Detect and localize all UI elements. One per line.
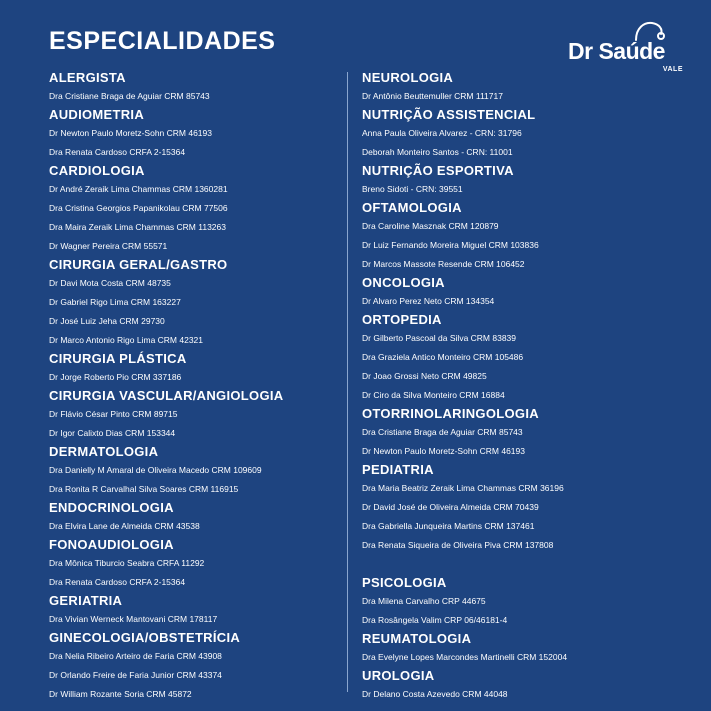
specialty-heading: OTORRINOLARINGOLOGIA bbox=[362, 406, 539, 421]
doctor-entry: Dr Luiz Fernando Moreira Miguel CRM 103836 bbox=[362, 240, 539, 250]
doctor-entry: Dr Wagner Pereira CRM 55571 bbox=[49, 241, 168, 251]
specialty-section bbox=[49, 162, 349, 256]
specialty-heading: NUTRIÇÃO ESPORTIVA bbox=[362, 163, 514, 178]
specialty-heading: REUMATOLOGIA bbox=[362, 631, 472, 646]
specialty-section bbox=[362, 461, 662, 574]
specialty-heading: UROLOGIA bbox=[362, 668, 435, 683]
doctor-entry: Dra Nelia Ribeiro Arteiro de Faria CRM 43908 bbox=[49, 651, 222, 661]
doctor-entry: Dr Newton Paulo Moretz-Sohn CRM 46193 bbox=[49, 128, 212, 138]
section-spacer bbox=[362, 555, 662, 574]
specialty-section bbox=[362, 311, 662, 405]
specialty-heading: FONOAUDIOLOGIA bbox=[49, 537, 174, 552]
specialty-section bbox=[49, 536, 349, 592]
specialty-section bbox=[362, 162, 662, 199]
doctor-entry: Dra Elvira Lane de Almeida CRM 43538 bbox=[49, 521, 200, 531]
logo-sub: VALE bbox=[662, 66, 683, 73]
specialty-section bbox=[362, 667, 662, 704]
doctor-entry: Dra Maria Beatriz Zeraik Lima Chammas CRM 36196 bbox=[362, 483, 564, 493]
specialty-section bbox=[362, 405, 662, 461]
doctor-entry: Dr Jorge Roberto Pio CRM 337186 bbox=[49, 372, 182, 382]
doctor-entry: Dra Renata Cardoso CRFA 2-15364 bbox=[49, 577, 186, 587]
logo-name: Dr Saúde bbox=[568, 38, 665, 64]
doctor-entry: Dr Newton Paulo Moretz-Sohn CRM 46193 bbox=[362, 446, 525, 456]
specialty-heading: AUDIOMETRIA bbox=[49, 107, 145, 122]
doctor-entry: Dra Gabriella Junqueira Martins CRM 137461 bbox=[362, 521, 535, 531]
doctor-entry: Dra Cristiane Braga de Aguiar CRM 85743 bbox=[49, 91, 210, 101]
doctor-entry: Dr Antônio Beuttemuller CRM 111717 bbox=[362, 91, 503, 101]
specialty-heading: OFTAMOLOGIA bbox=[362, 200, 462, 215]
specialty-section bbox=[49, 350, 349, 387]
specialty-heading: CIRURGIA PLÁSTICA bbox=[49, 351, 187, 366]
specialty-heading: CARDIOLOGIA bbox=[49, 163, 145, 178]
doctor-entry: Dr José Luiz Jeha CRM 29730 bbox=[49, 316, 165, 326]
specialty-heading: DERMATOLOGIA bbox=[49, 444, 159, 459]
specialty-section bbox=[49, 387, 349, 443]
specialty-section bbox=[49, 443, 349, 499]
doctor-entry: Dr Igor Calixto Dias CRM 153344 bbox=[49, 428, 176, 438]
specialty-section bbox=[362, 574, 662, 630]
specialty-section bbox=[362, 630, 662, 667]
doctor-entry: Dr Gilberto Pascoal da Silva CRM 83839 bbox=[362, 333, 517, 343]
specialties-column-left bbox=[49, 69, 349, 704]
specialty-heading: GINECOLOGIA/OBSTETRÍCIA bbox=[49, 630, 241, 645]
doctor-entry: Dra Graziela Antico Monteiro CRM 105486 bbox=[362, 352, 524, 362]
specialty-heading: PSICOLOGIA bbox=[362, 575, 447, 590]
specialty-heading: CIRURGIA GERAL/GASTRO bbox=[49, 257, 228, 272]
specialty-section bbox=[49, 69, 349, 106]
specialty-section bbox=[49, 592, 349, 629]
specialty-heading: ORTOPEDIA bbox=[362, 312, 442, 327]
doctor-entry: Breno Sidoti - CRN: 39551 bbox=[362, 184, 463, 194]
page-title: ESPECIALIDADES bbox=[49, 27, 276, 55]
doctor-entry: Deborah Monteiro Santos - CRN: 11001 bbox=[362, 147, 513, 157]
brand-logo bbox=[566, 20, 691, 76]
doctor-entry: Dr Flávio César Pinto CRM 89715 bbox=[49, 409, 178, 419]
specialty-section bbox=[362, 274, 662, 311]
specialty-section bbox=[49, 499, 349, 536]
doctor-entry: Dr André Zeraik Lima Chammas CRM 1360281 bbox=[49, 184, 228, 194]
specialty-heading: ENDOCRINOLOGIA bbox=[49, 500, 174, 515]
doctor-entry: Dra Mônica Tiburcio Seabra CRFA 11292 bbox=[49, 558, 205, 568]
specialty-heading: ALERGISTA bbox=[49, 70, 126, 85]
doctor-entry: Dra Renata Siqueira de Oliveira Piva CRM 137808 bbox=[362, 540, 554, 550]
doctor-entry: Dr Orlando Freire de Faria Junior CRM 43374 bbox=[49, 670, 222, 680]
doctor-entry: Anna Paula Oliveira Alvarez - CRN: 31796 bbox=[362, 128, 522, 138]
specialty-section bbox=[49, 106, 349, 162]
specialty-heading: ONCOLOGIA bbox=[362, 275, 445, 290]
specialty-section bbox=[362, 199, 662, 274]
doctor-entry: Dr Alvaro Perez Neto CRM 134354 bbox=[362, 296, 495, 306]
doctor-entry: Dr David José de Oliveira Almeida CRM 70439 bbox=[362, 502, 539, 512]
specialty-heading: NEUROLOGIA bbox=[362, 70, 454, 85]
doctor-entry: Dr Ciro da Silva Monteiro CRM 16884 bbox=[362, 390, 505, 400]
doctor-entry: Dra Maira Zeraik Lima Chammas CRM 113263 bbox=[49, 222, 226, 232]
doctor-entry: Dra Danielly M Amaral de Oliveira Macedo CRM 109609 bbox=[49, 465, 262, 475]
doctor-entry: Dra Caroline Masznak CRM 120879 bbox=[362, 221, 499, 231]
specialty-section bbox=[362, 106, 662, 162]
doctor-entry: Dr Joao Grossi Neto CRM 49825 bbox=[362, 371, 487, 381]
specialty-heading: PEDIATRIA bbox=[362, 462, 434, 477]
doctor-entry: Dra Vivian Werneck Mantovani CRM 178117 bbox=[49, 614, 218, 624]
doctor-entry: Dra Cristina Georgios Papanikolau CRM 77506 bbox=[49, 203, 228, 213]
doctor-entry: Dr Davi Mota Costa CRM 48735 bbox=[49, 278, 171, 288]
doctor-entry: Dra Cristiane Braga de Aguiar CRM 85743 bbox=[362, 427, 523, 437]
doctor-entry: Dra Renata Cardoso CRFA 2-15364 bbox=[49, 147, 186, 157]
doctor-entry: Dra Evelyne Lopes Marcondes Martinelli CRM 152004 bbox=[362, 652, 568, 662]
specialty-heading: CIRURGIA VASCULAR/ANGIOLOGIA bbox=[49, 388, 284, 403]
doctor-entry: Dra Ronita R Carvalhal Silva Soares CRM 116915 bbox=[49, 484, 239, 494]
specialty-heading: GERIATRIA bbox=[49, 593, 123, 608]
doctor-entry: Dr William Rozante Soria CRM 45872 bbox=[49, 689, 192, 699]
doctor-entry: Dr Marcos Massote Resende CRM 106452 bbox=[362, 259, 525, 269]
doctor-entry: Dr Marco Antonio Rigo Lima CRM 42321 bbox=[49, 335, 204, 345]
specialty-section bbox=[49, 256, 349, 350]
specialty-section bbox=[362, 69, 662, 106]
doctor-entry: Dr Delano Costa Azevedo CRM 44048 bbox=[362, 689, 508, 699]
specialties-column-right bbox=[362, 69, 662, 704]
doctor-entry: Dra Rosângela Valim CRP 06/46181-4 bbox=[362, 615, 508, 625]
doctor-entry: Dr Gabriel Rigo Lima CRM 163227 bbox=[49, 297, 181, 307]
specialty-heading: NUTRIÇÃO ASSISTENCIAL bbox=[362, 107, 536, 122]
specialty-section bbox=[49, 629, 349, 704]
doctor-entry: Dra Milena Carvalho CRP 44675 bbox=[362, 596, 486, 606]
